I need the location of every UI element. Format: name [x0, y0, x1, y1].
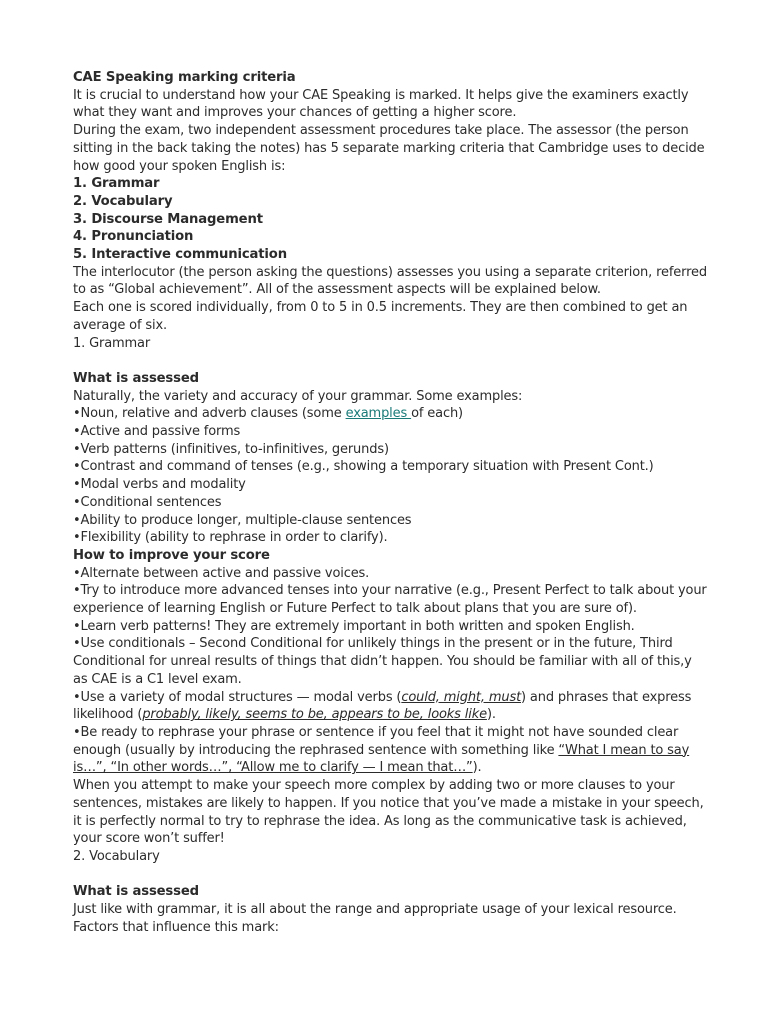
modal-verbs-examples: could, might, must [401, 689, 522, 705]
list-item-text: ) and phrases that express [521, 689, 692, 705]
list-item [73, 742, 713, 760]
list-item-text: ). [486, 707, 496, 723]
blank-line [73, 352, 713, 370]
grammar-section-label: 1. Grammar [73, 335, 151, 351]
text-line: Factors that influence this mark: [73, 919, 279, 935]
intro-paragraph [73, 87, 713, 176]
blank-line [73, 866, 713, 884]
list-item: •Be ready to rephrase your phrase or sentence if you feel that it might not have sounded clear [73, 725, 679, 740]
list-item: •Contrast and command of tenses (e.g., showing a temporary situation with Present Cont.) [73, 459, 654, 475]
list-item: •Flexibility (ability to rephrase in order to clarify). [73, 530, 388, 546]
grammar-assessed-heading: What is assessed [73, 370, 199, 386]
rephrase-examples: is…”, “In other words…”, “Allow me to clarify — I mean that…” [73, 760, 473, 776]
global-achievement-paragraph [73, 264, 713, 335]
list-item-text: enough (usually by introducing the rephrased sentence with something like [73, 742, 559, 758]
vocabulary-assessed-heading: What is assessed [73, 884, 199, 900]
text-line: Each one is scored individually, from 0 to 5 in 0.5 increments. They are then combined to get an [73, 300, 688, 316]
list-item: •Try to introduce more advanced tenses into your narrative (e.g., Present Perfect to talk about your [73, 583, 707, 599]
criteria-item: 5. Interactive communication [73, 247, 287, 263]
grammar-closing-paragraph [73, 777, 713, 848]
list-item: •Use conditionals – Second Conditional for unlikely things in the present or in the future, Third [73, 636, 673, 652]
list-item: •Modal verbs and modality [73, 477, 246, 493]
criteria-item: 1. Grammar [73, 176, 160, 192]
likelihood-phrases-examples: probably, likely, seems to be, appears to be, looks like [142, 707, 487, 723]
examples-link[interactable]: examples [345, 406, 412, 422]
text-line: what they want and improves your chances of getting a higher score. [73, 105, 517, 121]
list-item: •Ability to produce longer, multiple-clause sentences [73, 512, 412, 528]
criteria-item: 4. Pronunciation [73, 229, 194, 245]
criteria-item: 2. Vocabulary [73, 193, 173, 209]
list-item-text: ). [472, 760, 482, 776]
document-page [73, 69, 713, 936]
criteria-item: 3. Discourse Management [73, 211, 263, 227]
text-line: It is crucial to understand how your CAE Speaking is marked. It helps give the examiners exactly [73, 87, 689, 103]
text-line: sentences, mistakes are likely to happen. If you notice that you’ve made a mistake in your speech, [73, 795, 704, 811]
list-item: •Verb patterns (infinitives, to-infinitives, gerunds) [73, 441, 389, 457]
list-item-text: likelihood ( [73, 707, 143, 723]
list-item-text: •Noun, relative and adverb clauses (some [73, 406, 346, 422]
list-item: •Learn verb patterns! They are extremely important in both written and spoken English. [73, 618, 635, 634]
list-item [73, 706, 713, 724]
rephrase-examples: “What I mean to say [558, 742, 690, 758]
text-line: your score won’t suffer! [73, 831, 225, 847]
text-line: sitting in the back taking the notes) has 5 separate marking criteria that Cambridge uses to decide [73, 140, 705, 156]
list-item-text: •Use a variety of modal structures — modal verbs ( [73, 689, 402, 705]
grammar-improve-heading: How to improve your score [73, 547, 270, 563]
list-item: •Active and passive forms [73, 424, 241, 440]
list-item: Conditional for unreal results of things that didn’t happen. You should be familiar with all of this,y [73, 654, 692, 670]
text-line: how good your spoken English is: [73, 158, 286, 174]
grammar-assessed-list [73, 405, 713, 547]
text-line: The interlocutor (the person asking the questions) assesses you using a separate criterion, referred [73, 264, 707, 280]
list-item: experience of learning English or Future Perfect to talk about plans that you are sure of). [73, 601, 637, 617]
grammar-assessed-intro: Naturally, the variety and accuracy of your grammar. Some examples: [73, 388, 523, 404]
list-item [73, 689, 713, 707]
text-line: it is perfectly normal to try to rephrase the idea. As long as the communicative task is achieved, [73, 813, 687, 829]
text-line: When you attempt to make your speech more complex by adding two or more clauses to your [73, 778, 675, 794]
grammar-tips-list [73, 565, 713, 777]
text-line: Just like with grammar, it is all about the range and appropriate usage of your lexical resource. [73, 902, 677, 918]
vocabulary-section-label: 2. Vocabulary [73, 848, 160, 864]
text-line: During the exam, two independent assessment procedures take place. The assessor (the person [73, 123, 689, 139]
list-item: •Conditional sentences [73, 494, 222, 510]
list-item: as CAE is a C1 level exam. [73, 671, 242, 687]
criteria-list [73, 175, 713, 264]
text-line: average of six. [73, 317, 167, 333]
list-item-text: of each) [411, 406, 463, 422]
text-line: to as “Global achievement”. All of the assessment aspects will be explained below. [73, 282, 601, 298]
list-item: •Alternate between active and passive voices. [73, 565, 370, 581]
list-item [73, 759, 713, 777]
document-title: CAE Speaking marking criteria [73, 70, 296, 85]
list-item [73, 405, 713, 423]
